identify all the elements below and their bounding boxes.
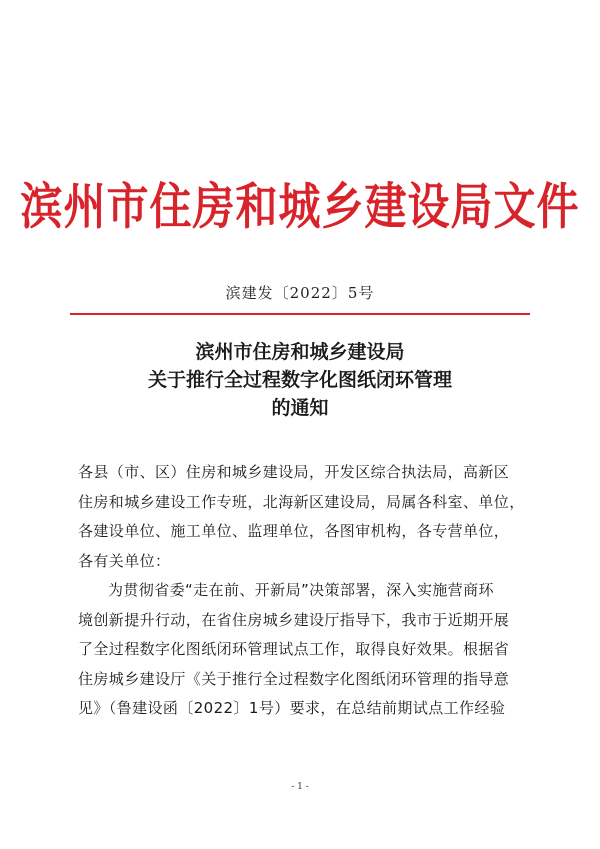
document-number: 滨建发〔2022〕5号: [225, 284, 375, 302]
addressee-line-3: 各建设单位、施工单位、监理单位，各图审机构，各专营单位，: [78, 522, 510, 540]
notice-title-line-1: 滨州市住房和城乡建设局: [195, 341, 405, 363]
paragraph-line-1: 为贯彻省委“走在前、开新局”决策部署，深入实施营商环: [108, 581, 494, 599]
paragraph-line-4: 住房城乡建设厅《关于推行全过程数字化图纸闭环管理的指导意: [78, 669, 510, 688]
addressee-line-2: 住房和城乡建设工作专班，北海新区建设局，局属各科室、单位，: [78, 492, 525, 511]
document-header-title: 滨州市住房和城乡建设局文件: [20, 177, 580, 236]
paragraph-line-5: 见》（鲁建设函〔2022〕1号）要求，在总结前期试点工作经验: [78, 699, 506, 717]
paragraph-line-2: 境创新提升行动，在省住房城乡建设厅指导下，我市于近期开展: [78, 610, 510, 629]
addressee-line-4: 各有关单位：: [78, 551, 171, 570]
notice-title-line-2: 关于推行全过程数字化图纸闭环管理: [147, 369, 452, 391]
notice-title: [0, 338, 600, 422]
document-body: [78, 458, 528, 724]
addressee-line-1: 各县（市、区）住房和城乡建设局，开发区综合执法局，高新区: [78, 463, 510, 481]
paragraph-line-3: 了全过程数字化图纸闭环管理试点工作，取得良好效果。根据省: [78, 640, 510, 658]
page-number: - 1 -: [291, 782, 309, 792]
notice-title-line-3: 的通知: [271, 397, 329, 419]
red-divider-rule: [70, 313, 530, 315]
